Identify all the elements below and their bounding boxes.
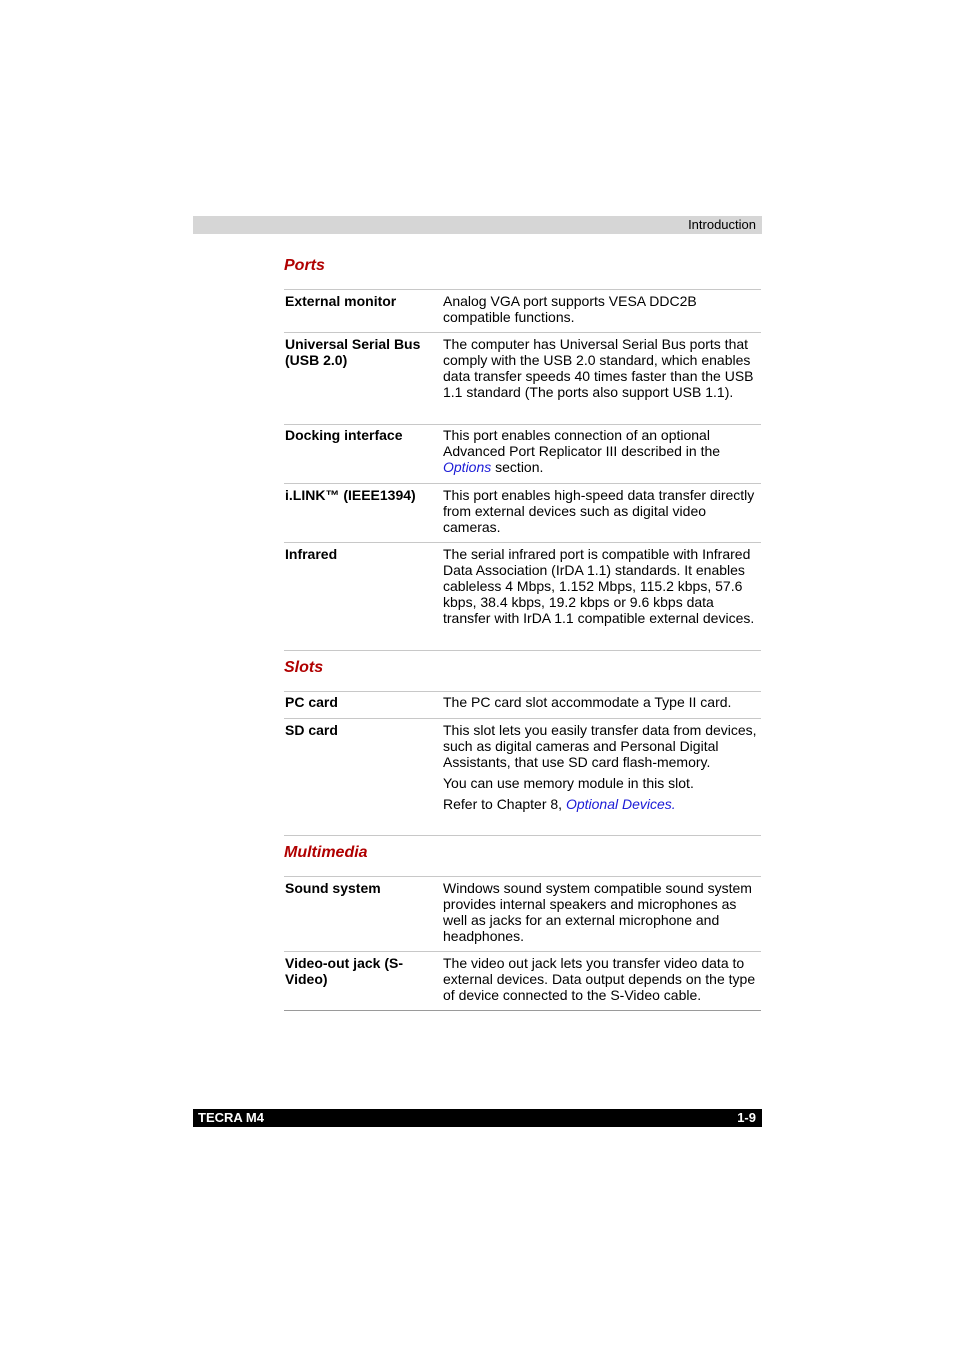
term-external-monitor: External monitor bbox=[285, 293, 397, 309]
table-rule bbox=[284, 876, 761, 877]
term-video-out-jack: Video-out jack (S-Video) bbox=[285, 955, 403, 987]
table-rule bbox=[284, 332, 761, 333]
table-rule bbox=[284, 835, 761, 836]
desc-paragraph: This slot lets you easily transfer data from devices, such as digital cameras and Personal Digital Assistants, that use SD card flash-memory. bbox=[443, 722, 757, 770]
running-footer bbox=[193, 1109, 762, 1127]
section-title-ports: Ports bbox=[284, 257, 325, 274]
desc-docking-interface bbox=[443, 427, 759, 475]
table-rule bbox=[284, 650, 761, 651]
table-rule bbox=[284, 691, 761, 692]
desc-sound-system: Windows sound system compatible sound system provides internal speakers and microphones as well as jacks for an external microphone and headphones. bbox=[443, 880, 752, 944]
footer-product-name: TECRA M4 bbox=[198, 1110, 264, 1125]
desc-pc-card: The PC card slot accommodate a Type II card. bbox=[443, 694, 732, 710]
running-header bbox=[193, 216, 762, 234]
term-docking-interface: Docking interface bbox=[285, 427, 403, 443]
desc-paragraph: You can use memory module in this slot. bbox=[443, 775, 694, 791]
desc-text: . bbox=[671, 796, 676, 812]
desc-text: Refer to Chapter 8, bbox=[443, 796, 566, 812]
desc-infrared: The serial infrared port is compatible with Infrared Data Association (IrDA 1.1) standards. It enables cableless 4 Mbps, 1.152 Mbps, 115.2 kbps, 57.6 kbps, 38.4 kbps, 19.2 kbps or 9.6 kbps data transfer with IrDA 1.1 compatible external devices. bbox=[443, 546, 755, 626]
term-sd-card: SD card bbox=[285, 722, 338, 738]
desc-paragraph bbox=[443, 796, 759, 812]
optional-devices-link[interactable]: Optional Devices bbox=[565, 796, 672, 812]
term-pc-card: PC card bbox=[285, 694, 338, 710]
desc-text: section. bbox=[491, 459, 544, 475]
term-ilink: i.LINK™ (IEEE1394) bbox=[285, 487, 416, 503]
section-title-multimedia: Multimedia bbox=[284, 844, 368, 861]
table-rule bbox=[284, 542, 761, 543]
section-title-slots: Slots bbox=[284, 659, 324, 676]
desc-video-out-jack: The video out jack lets you transfer video data to external devices. Data output depends on the type of device connected to the S-Video cable. bbox=[443, 955, 756, 1003]
table-rule bbox=[284, 289, 761, 290]
desc-text: This port enables connection of an optional Advanced Port Replicator III described in the bbox=[443, 427, 721, 459]
desc-sd-card bbox=[443, 722, 759, 812]
header-section-label: Introduction bbox=[688, 217, 756, 232]
desc-external-monitor: Analog VGA port supports VESA DDC2B compatible functions. bbox=[443, 293, 697, 325]
table-rule bbox=[284, 951, 761, 952]
table-rule bbox=[284, 718, 761, 719]
table-rule bbox=[284, 424, 761, 425]
term-infrared: Infrared bbox=[285, 546, 338, 562]
term-sound-system: Sound system bbox=[285, 880, 381, 896]
table-end-rule bbox=[284, 1010, 761, 1011]
table-rule bbox=[284, 483, 761, 484]
options-link[interactable]: Options bbox=[443, 459, 492, 475]
footer-page-number: 1-9 bbox=[737, 1110, 756, 1125]
term-usb: Universal Serial Bus (USB 2.0) bbox=[285, 336, 421, 368]
desc-usb: The computer has Universal Serial Bus ports that comply with the USB 2.0 standard, which enables data transfer speeds 40 times faster than the USB 1.1 standard (The ports also support USB 1.1). bbox=[443, 336, 754, 400]
desc-ilink: This port enables high-speed data transfer directly from external devices such as digital video cameras. bbox=[443, 487, 755, 535]
